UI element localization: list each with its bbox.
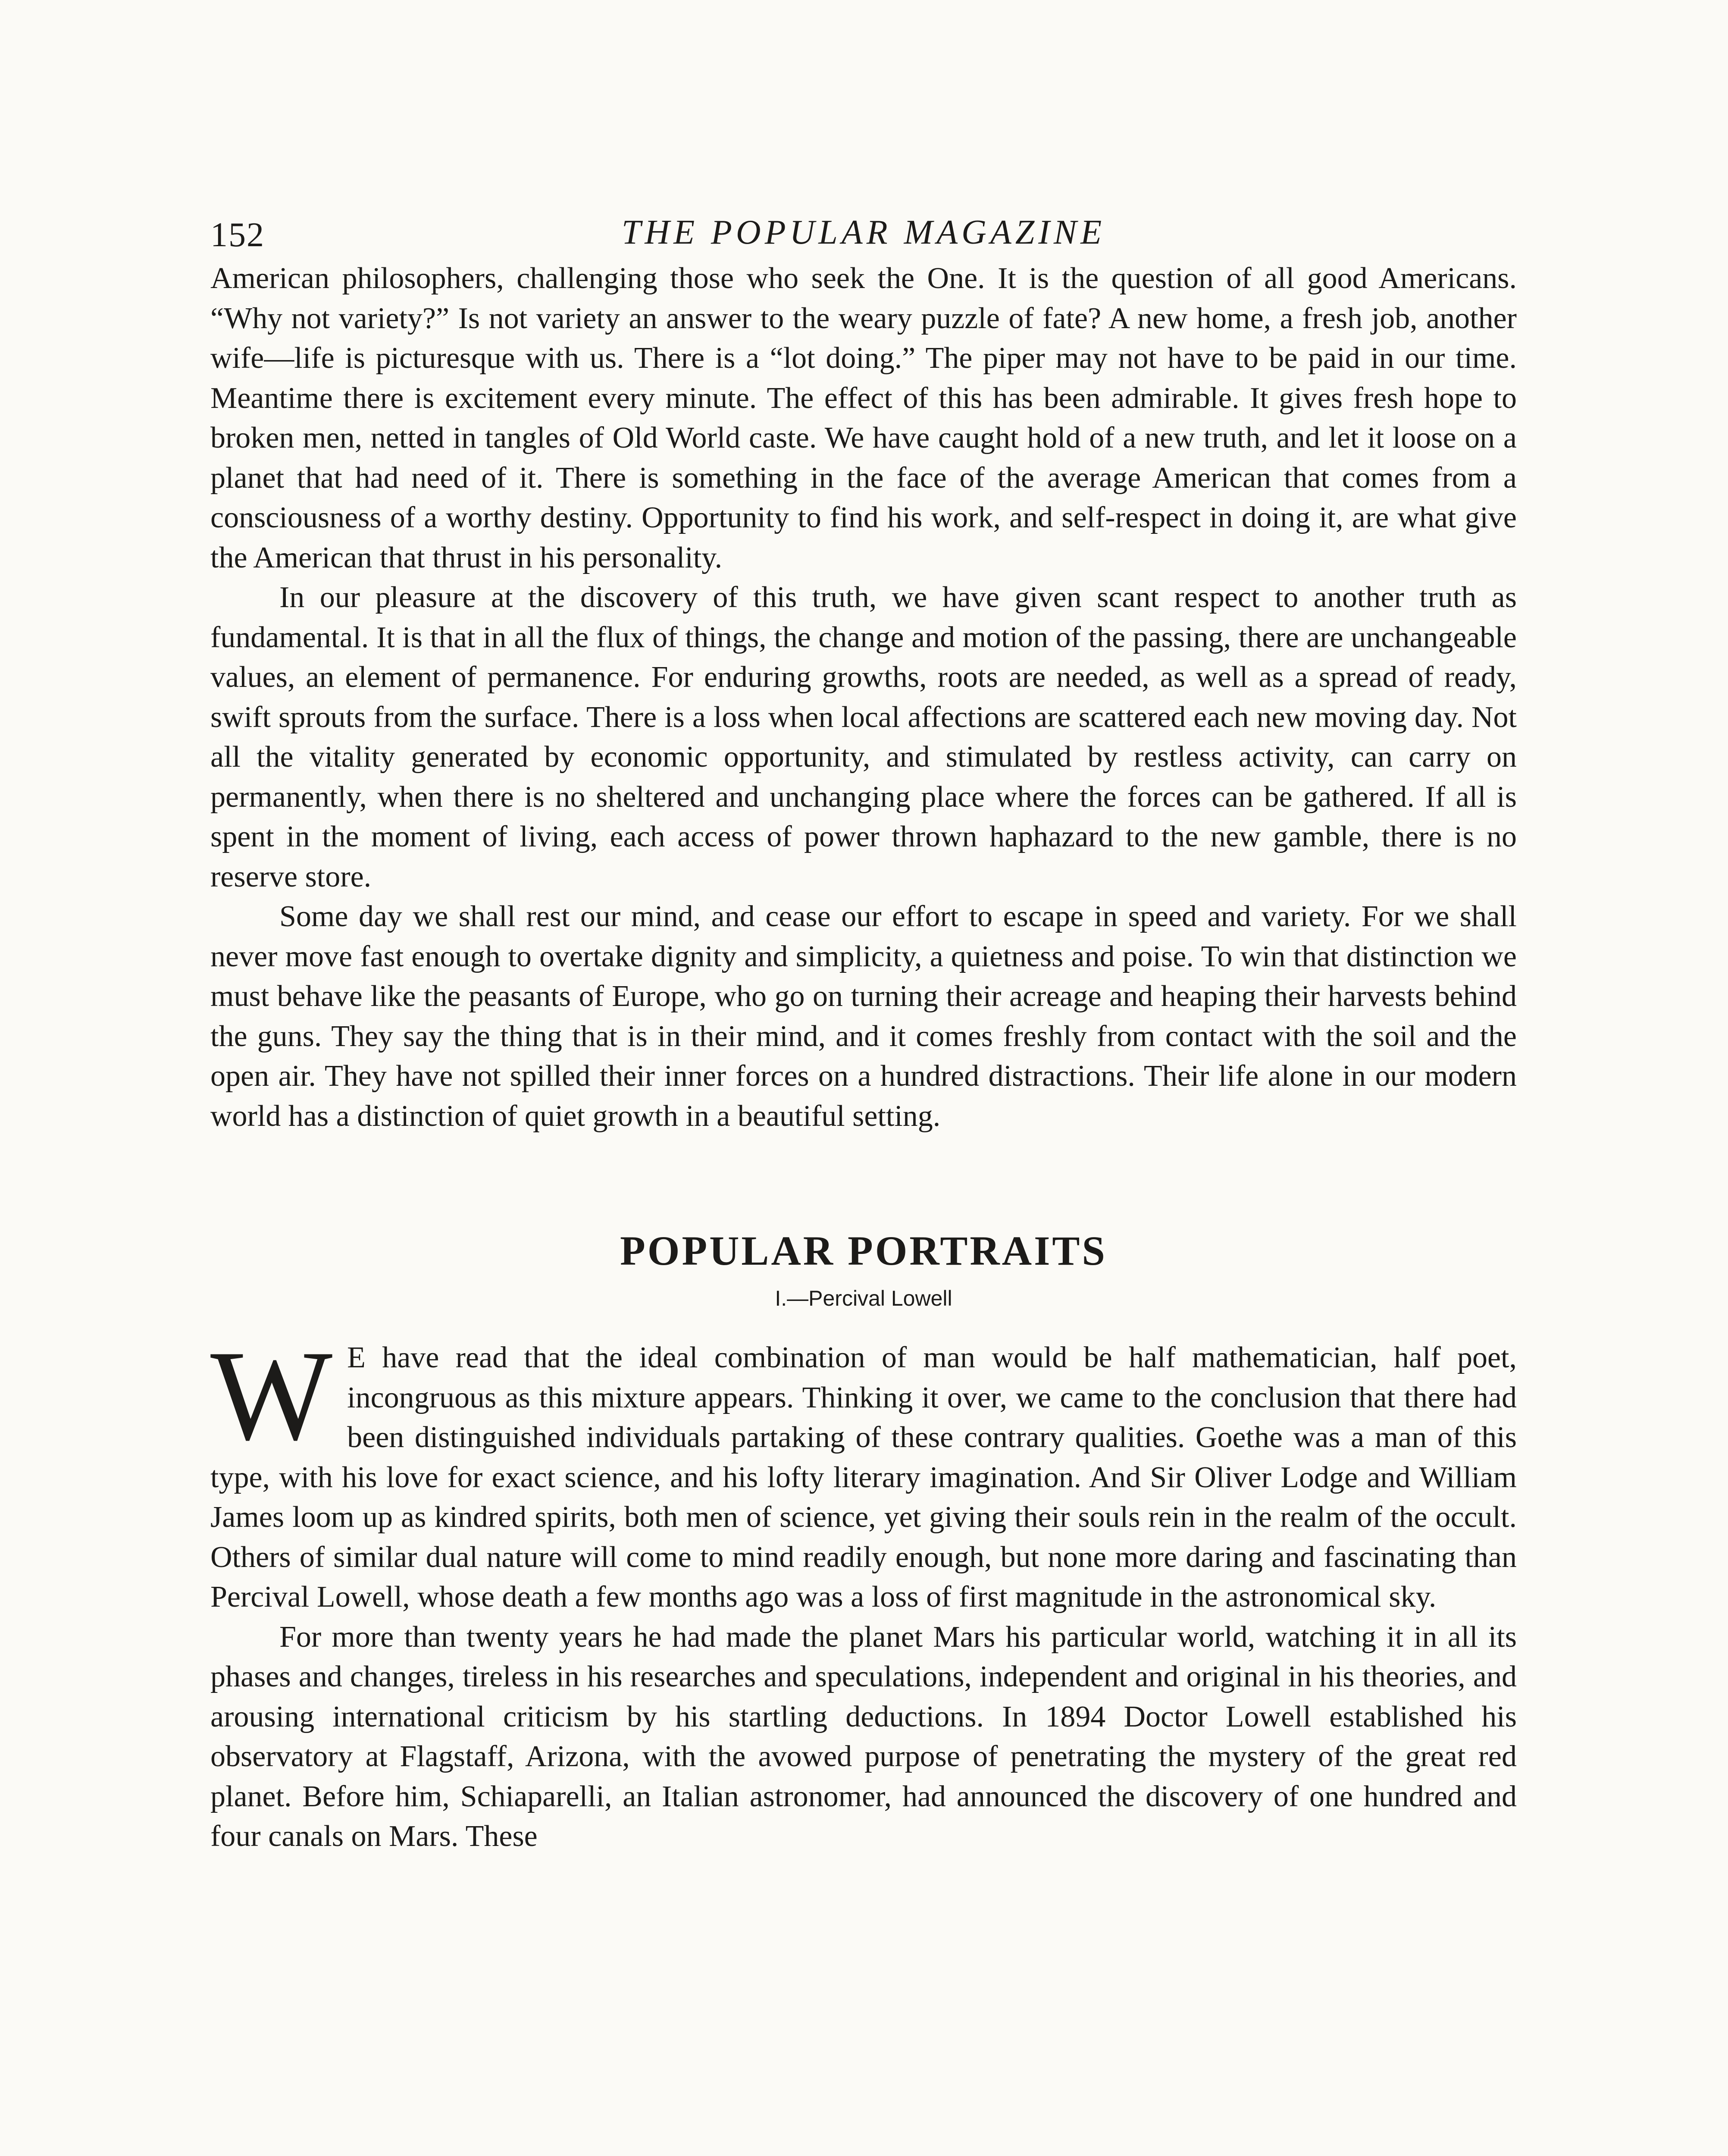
drop-cap: W xyxy=(210,1324,333,1467)
magazine-page xyxy=(210,207,1517,1857)
editorial-article xyxy=(210,259,1517,1136)
portrait-paragraph-1 xyxy=(210,1324,1517,1617)
editorial-paragraph-2: In our pleasure at the discovery of this truth, we have given scant respect to another truth as fundamental. It is that in all the flux of things, the change and motion of the passing, there are unchangeable values, an element of permanence. For enduring growths, roots are needed, as well as a spread of ready, swift sprouts from the surface. There is a loss when local affections are scattered each new moving day. Not all the vitality generated by economic opportunity, and stimulated by restless activity, can carry on permanently, when there is no sheltered and unchanging place where the forces can be gathered. If all is spent in the moment of living, each access of power thrown haphazard to the new gamble, there is no reserve store. xyxy=(210,581,1517,893)
editorial-paragraph-3: Some day we shall rest our mind, and cease our effort to escape in speed and variety. For we shall never move fast enough to overtake dignity and simplicity, a quietness and poise. To win that distinction we must behave like the peasants of Europe, who go on turning their acreage and heaping their harvests behind the guns. They say the thing that is in their mind, and it comes freshly from contact with the soil and the open air. They have not spilled their inner forces on a hundred distractions. Their life alone in our modern world has a distinction of quiet growth in a beautiful setting. xyxy=(210,900,1517,1133)
section-title: POPULAR PORTRAITS xyxy=(620,1228,1107,1274)
page-number: 152 xyxy=(210,216,265,254)
portrait-article xyxy=(210,1324,1517,1857)
popular-portraits-section xyxy=(210,1225,1517,1857)
editorial-paragraph-1: American philosophers, challenging those who seek the One. It is the question of all good Americans. “Why not variety?” Is not variety an answer to the weary puzzle of fate? A new home, a fresh job, another wife—life is picturesque with us. There is a “lot doing.” The piper may not have to be paid in our time. Meantime there is excitement every minute. The effect of this has been admirable. It gives fresh hope to broken men, netted in tangles of Old World caste. We have caught hold of a new truth, and let it loose on a planet that had need of it. There is something in the face of the average American that comes from a consciousness of a worthy destiny. Opportunity to find his work, and self-respect in doing it, are what give the American that thrust in his personality. xyxy=(210,262,1517,574)
portrait-paragraph-2: For more than twenty years he had made the planet Mars his particular world, watching it in all its phases and changes, tireless in his researches and speculations, independent and original in his theories, and arousing international criticism by his startling deductions. In 1894 Doctor Lowell established his observatory at Flagstaff, Arizona, with the avowed purpose of penetrating the mystery of the great red planet. Before him, Schiaparelli, an Italian astronomer, had announced the discovery of one hundred and four canals on Mars. These xyxy=(210,1620,1517,1853)
magazine-title: THE POPULAR MAGAZINE xyxy=(621,213,1106,251)
running-head xyxy=(210,207,1517,259)
portrait-paragraph-1-text: E have read that the ideal combination of man would be half mathematician, half poet, incongruous as this mixture appears. Thinking it over, we came to the conclusion that there had been distinguished individuals partaking of these contrary qualities. Goethe was a man of this type, with his love for exact science, and his lofty literary imagination. And Sir Oliver Lodge and William James loom up as kindred spirits, both men of science, yet giving their souls rein in the realm of the occult. Others of similar dual nature will come to mind readily enough, but none more daring and fascinating than Percival Lowell, whose death a few months ago was a loss of first magnitude in the astronomical sky. xyxy=(210,1341,1517,1614)
section-subtitle: I.—Percival Lowell xyxy=(775,1286,952,1310)
